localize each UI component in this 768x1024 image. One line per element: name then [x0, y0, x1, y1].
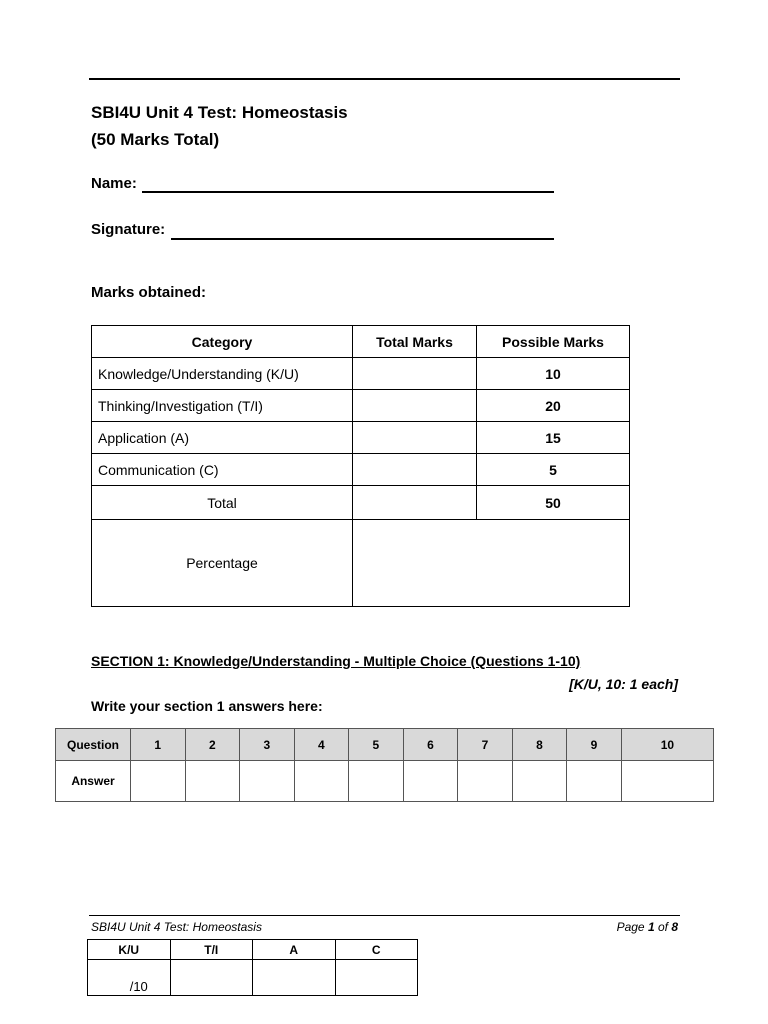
ku-score: /10: [129, 979, 148, 994]
question-number: 3: [240, 729, 295, 761]
total-marks-cell[interactable]: [353, 390, 477, 422]
answer-cell[interactable]: [131, 761, 186, 802]
footer-rule: [89, 915, 680, 916]
total-marks-cell[interactable]: [353, 358, 477, 390]
signature-field[interactable]: [91, 221, 165, 238]
top-rule: [89, 78, 680, 80]
answer-cell[interactable]: [567, 761, 622, 802]
section1-heading: [91, 653, 580, 669]
question-label: Question: [56, 729, 131, 761]
question-number: 4: [294, 729, 349, 761]
question-number: 5: [349, 729, 404, 761]
possible-marks-cell: 5: [477, 454, 630, 486]
score-header-a: A: [253, 940, 336, 960]
footer-course: SBI4U Unit 4 Test: Homeostasis: [91, 920, 262, 934]
total-marks-cell[interactable]: [353, 422, 477, 454]
question-number: 10: [621, 729, 713, 761]
question-number: 8: [512, 729, 567, 761]
possible-marks-cell: 20: [477, 390, 630, 422]
question-number: 1: [131, 729, 186, 761]
question-number: 9: [567, 729, 622, 761]
signature-underline: [171, 238, 554, 240]
title-line-1: SBI4U Unit 4 Test: Homeostasis: [91, 103, 348, 122]
answer-cell[interactable]: [294, 761, 349, 802]
score-header-c: C: [335, 940, 418, 960]
answer-label: Answer: [56, 761, 131, 802]
name-field[interactable]: [91, 175, 137, 192]
table-row: [92, 358, 630, 390]
total-possible-cell: 50: [477, 486, 630, 520]
answer-cell[interactable]: [240, 761, 295, 802]
category-cell: Communication (C): [92, 454, 353, 486]
of-word: of: [654, 920, 672, 934]
marks-obtained-label: Marks obtained:: [91, 284, 207, 301]
a-score-cell[interactable]: [253, 960, 336, 996]
ku-score-cell[interactable]: [88, 960, 171, 996]
answers-table: [55, 728, 714, 802]
score-header-row: [88, 940, 418, 960]
section1-marks-note: [K/U, 10: 1 each]: [569, 676, 678, 692]
name-underline: [142, 191, 554, 193]
table-row: [92, 422, 630, 454]
total-marks-cell[interactable]: [353, 454, 477, 486]
page-word: Page: [616, 920, 648, 934]
question-number: 7: [458, 729, 513, 761]
page-title: [91, 99, 348, 153]
score-header-ti: T/I: [170, 940, 253, 960]
table-row: [92, 454, 630, 486]
total-row: [92, 486, 630, 520]
category-cell: Application (A): [92, 422, 353, 454]
score-header-ku: K/U: [88, 940, 171, 960]
section1-instruction: Write your section 1 answers here:: [91, 698, 323, 714]
total-obtained-cell[interactable]: [353, 486, 477, 520]
percentage-value-cell[interactable]: [353, 520, 630, 607]
question-row: [56, 729, 714, 761]
answer-cell[interactable]: [349, 761, 404, 802]
answer-cell[interactable]: [185, 761, 240, 802]
footer-score-table: [87, 939, 418, 996]
header-category: Category: [92, 326, 353, 358]
page-current: 1: [647, 920, 655, 934]
possible-marks-cell: 15: [477, 422, 630, 454]
category-cell: Knowledge/Understanding (K/U): [92, 358, 353, 390]
score-value-row: [88, 960, 418, 996]
ti-score-cell[interactable]: [170, 960, 253, 996]
percentage-label: Percentage: [92, 520, 353, 607]
c-score-cell[interactable]: [335, 960, 418, 996]
possible-marks-cell: 10: [477, 358, 630, 390]
title-line-2: (50 Marks Total): [91, 130, 220, 149]
page-total: 8: [671, 920, 678, 934]
answer-row: [56, 761, 714, 802]
header-total-marks: Total Marks: [353, 326, 477, 358]
marks-table-header: [92, 326, 630, 358]
answer-cell[interactable]: [621, 761, 713, 802]
answer-cell[interactable]: [403, 761, 458, 802]
total-label: Total: [92, 486, 353, 520]
question-number: 6: [403, 729, 458, 761]
percentage-row: [92, 520, 630, 607]
section1-heading-text: SECTION 1: Knowledge/Understanding - Multiple Choice (Questions 1-10): [91, 653, 581, 669]
signature-label: Signature:: [91, 221, 166, 238]
answer-cell[interactable]: [458, 761, 513, 802]
name-label: Name:: [91, 175, 137, 192]
marks-table: [91, 325, 630, 607]
header-possible-marks: Possible Marks: [477, 326, 630, 358]
question-number: 2: [185, 729, 240, 761]
footer-page-number: [617, 920, 678, 934]
table-row: [92, 390, 630, 422]
answer-cell[interactable]: [512, 761, 567, 802]
category-cell: Thinking/Investigation (T/I): [92, 390, 353, 422]
